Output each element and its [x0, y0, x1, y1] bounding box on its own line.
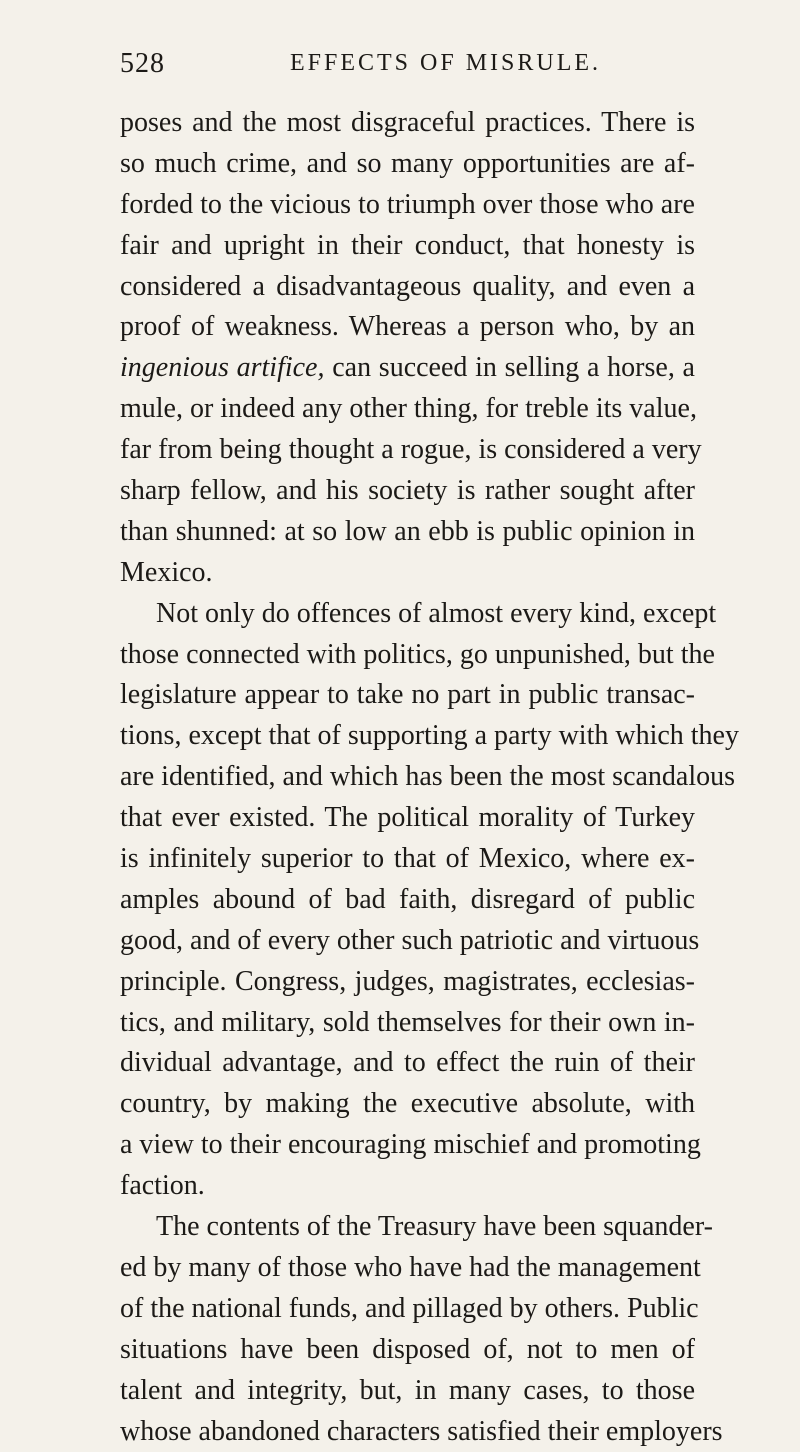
- page-number: 528: [120, 48, 165, 80]
- text-line: amples abound of bad faith, disregard of public: [120, 880, 695, 921]
- text-line: ed by many of those who have had the management: [120, 1248, 695, 1289]
- paragraph-start-line: The contents of the Treasury have been squander-: [120, 1207, 695, 1248]
- text-line: situations have been disposed of, not to men of: [120, 1330, 695, 1371]
- text-line: fair and upright in their conduct, that honesty is: [120, 226, 695, 267]
- text-line: legislature appear to take no part in public transac-: [120, 675, 695, 716]
- text-line: are identified, and which has been the most scandalous: [120, 757, 695, 798]
- text-line: tions, except that of supporting a party with which they: [120, 716, 695, 757]
- text-line: whose abandoned characters satisfied their employers: [120, 1412, 695, 1452]
- paragraph-end-line: faction.: [120, 1166, 695, 1207]
- text-line: those connected with politics, go unpunished, but the: [120, 635, 695, 676]
- body-text: [120, 103, 695, 1452]
- italic-phrase: ingenious artifice,: [120, 352, 324, 383]
- text-line: poses and the most disgraceful practices. There is: [120, 103, 695, 144]
- paragraph-end-line: Mexico.: [120, 553, 695, 594]
- text-line: country, by making the executive absolute, with: [120, 1084, 695, 1125]
- text-line: considered a disadvantageous quality, and even a: [120, 267, 695, 308]
- text-line: sharp fellow, and his society is rather sought after: [120, 471, 695, 512]
- text-line: far from being thought a rogue, is considered a very: [120, 430, 695, 471]
- text-line: [120, 348, 695, 389]
- text-line: good, and of every other such patriotic and virtuous: [120, 921, 695, 962]
- text-line: that ever existed. The political morality of Turkey: [120, 798, 695, 839]
- running-head: [120, 48, 695, 88]
- text-line: talent and integrity, but, in many cases, to those: [120, 1371, 695, 1412]
- running-title: EFFECTS OF MISRULE.: [290, 50, 601, 77]
- paragraph-start-line: Not only do offences of almost every kind, except: [120, 594, 695, 635]
- text-line: so much crime, and so many opportunities are af-: [120, 144, 695, 185]
- text-line: than shunned: at so low an ebb is public opinion in: [120, 512, 695, 553]
- text-line: mule, or indeed any other thing, for treble its value,: [120, 389, 695, 430]
- text-line: proof of weakness. Whereas a person who, by an: [120, 307, 695, 348]
- text-line: a view to their encouraging mischief and promoting: [120, 1125, 695, 1166]
- text-line: tics, and military, sold themselves for their own in-: [120, 1003, 695, 1044]
- line-remainder: can succeed in selling a horse, a: [324, 352, 695, 383]
- text-line: principle. Congress, judges, magistrates, ecclesias-: [120, 962, 695, 1003]
- text-line: dividual advantage, and to effect the ruin of their: [120, 1043, 695, 1084]
- text-line: of the national funds, and pillaged by others. Public: [120, 1289, 695, 1330]
- text-line: is infinitely superior to that of Mexico, where ex-: [120, 839, 695, 880]
- text-line: forded to the vicious to triumph over those who are: [120, 185, 695, 226]
